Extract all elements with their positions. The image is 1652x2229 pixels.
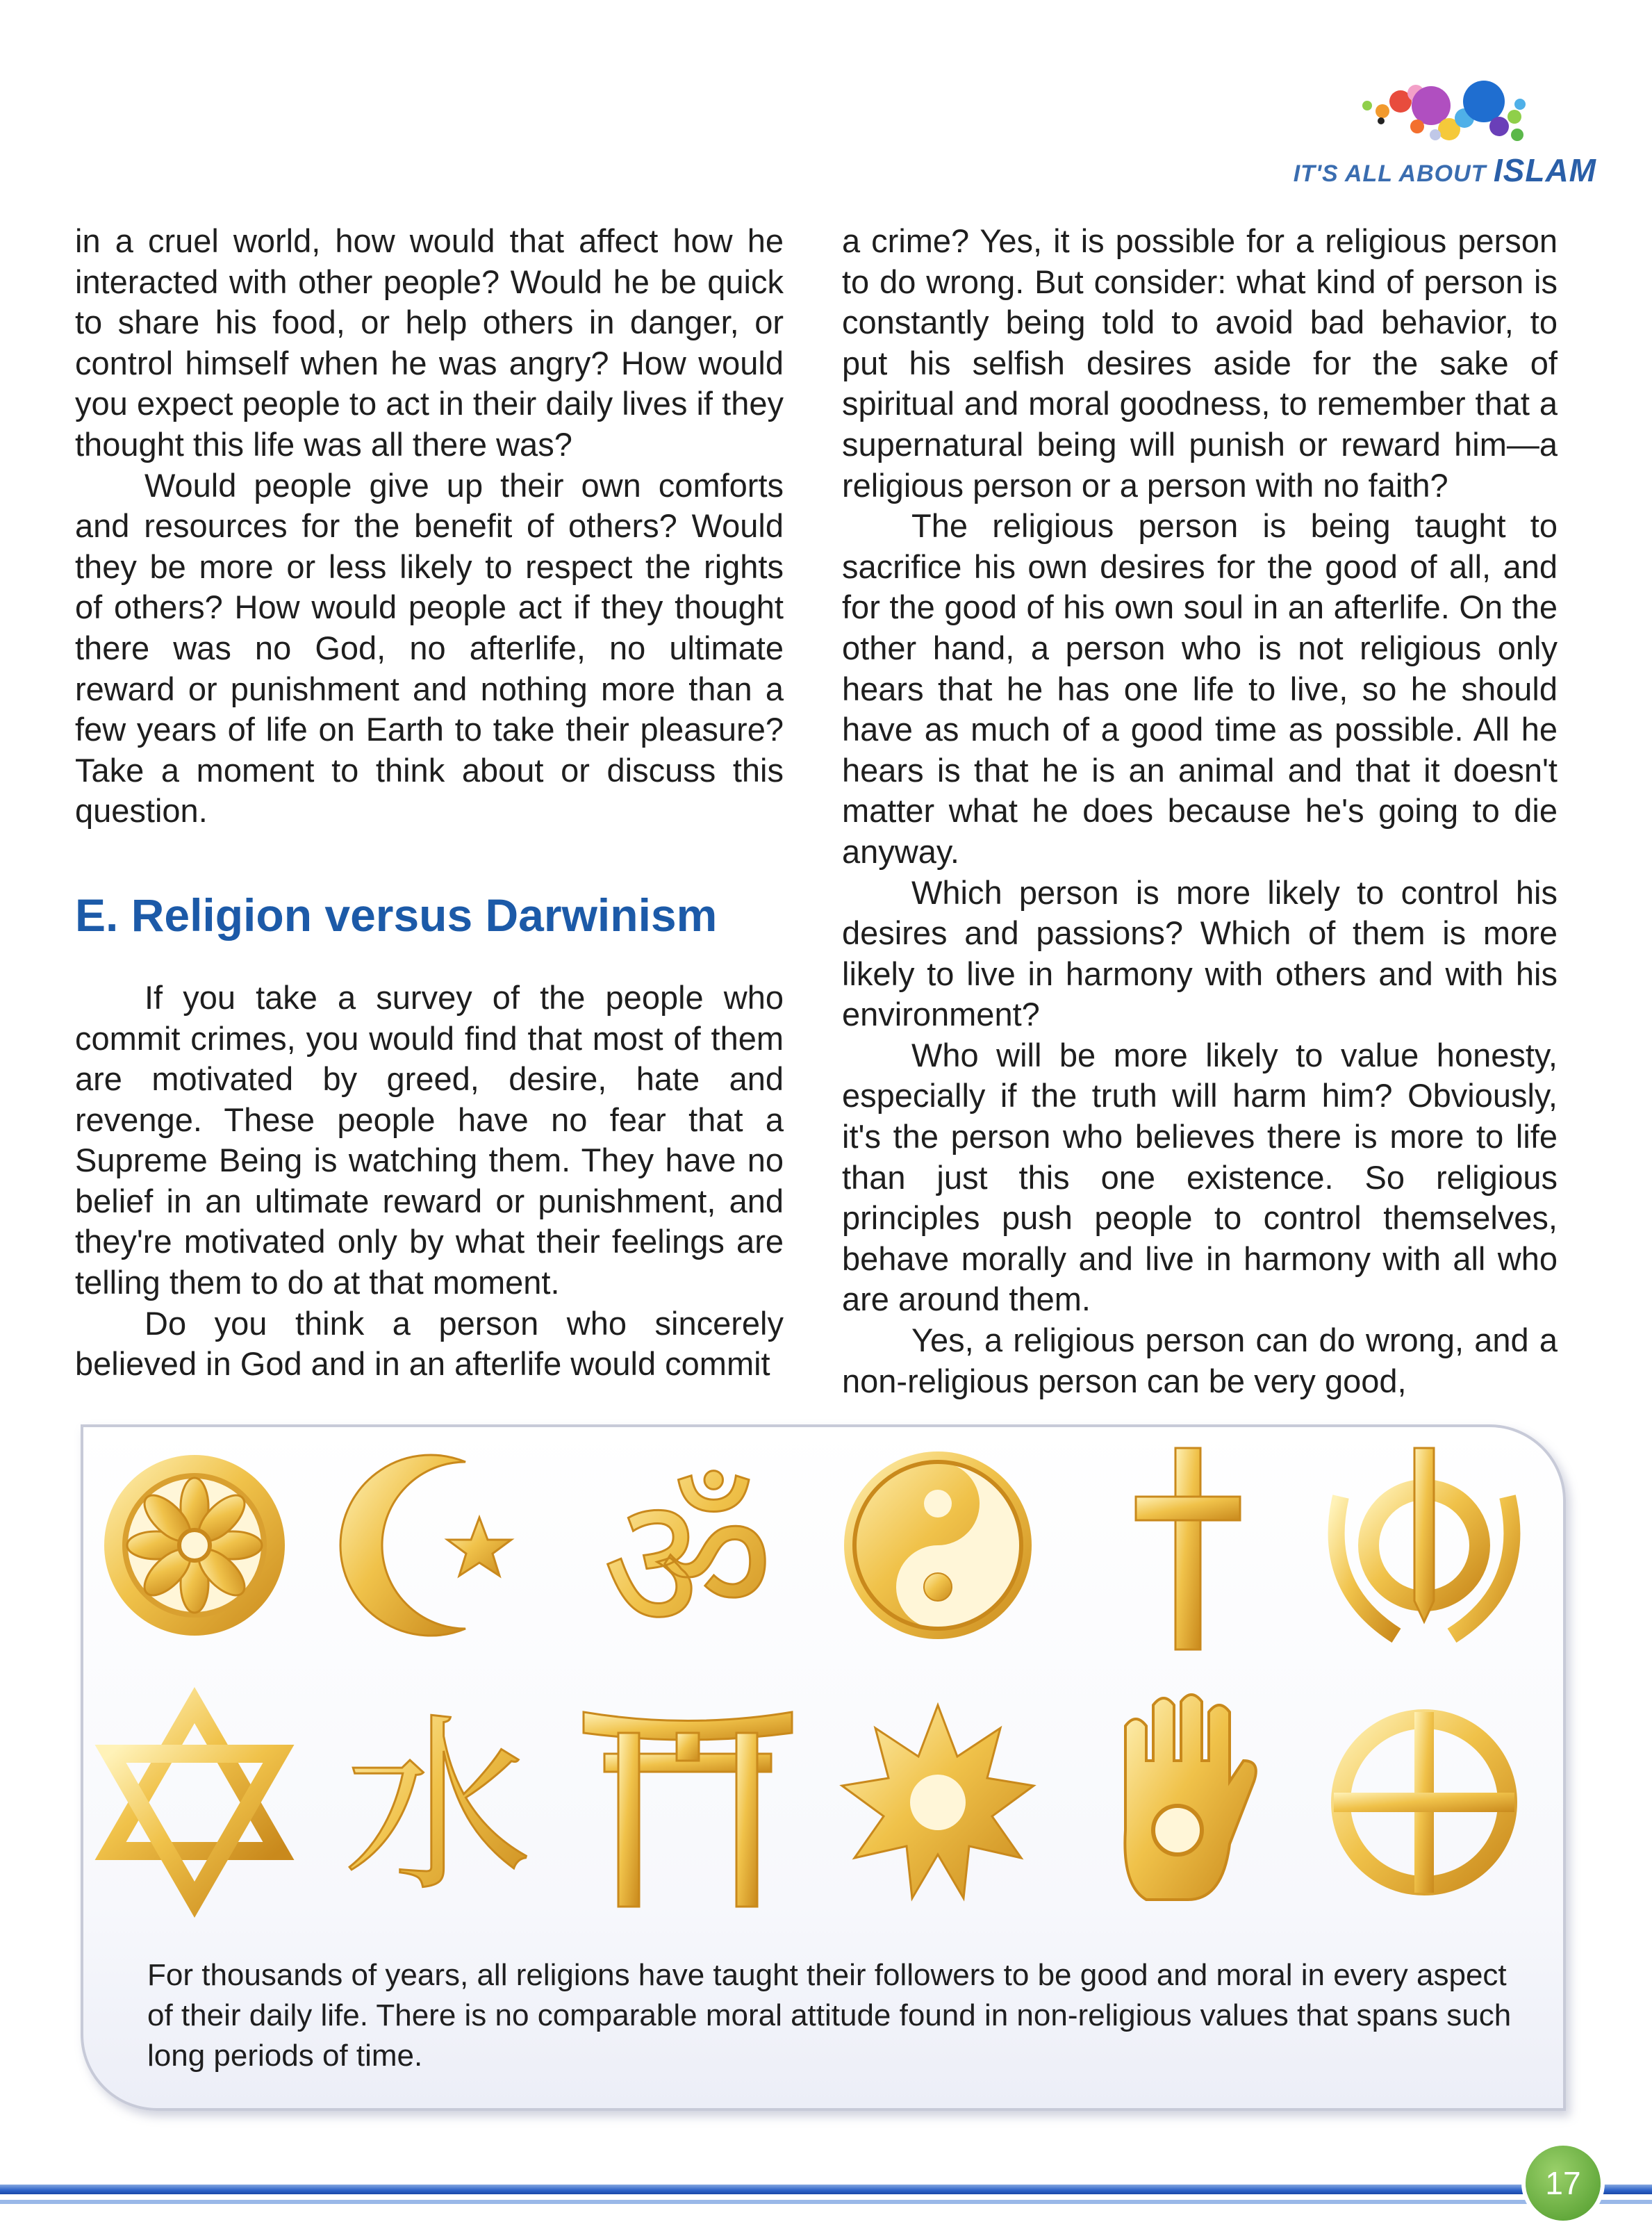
right-paragraph-3: Which person is more likely to control his desires and passions? Which of them is more likely to live in harmony with others and with his environment? [842,873,1558,1033]
right-paragraph-1: a crime? Yes, it is possible for a religious person to do wrong. But consider: what kind of person is constantly being told to avoid bad behavior, to put his selfish desires aside for the sake of spiritual and moral goodness, to remember that a supernatural being will punish or reward him—a religious person or a person with no faith? [842,222,1558,504]
dharma-wheel-icon [104,1455,285,1636]
left-paragraph-4: Do you think a person who sincerely believed in God and in an afterlife would commit [75,1304,784,1383]
yin-yang-icon [844,1451,1032,1639]
right-paragraph-4: Who will be more likely to value honesty, especially if the truth will harm him? Obviously, it's the person who believes there is more to life than just this one existence. So religious principles push people to control themselves, behave morally and live in harmony with all who are around them. [842,1036,1558,1318]
header-tag-prefix: IT'S ALL ABOUT [1293,161,1494,187]
crescent-star-icon [340,1455,511,1636]
page-number: 17 [1545,2165,1581,2201]
figure-caption: For thousands of years, all religions have taught their followers to be good and moral in every aspect of their daily life. There is no comparable moral attitude found in non-religious values that spans such long periods of time. [147,1958,1512,2073]
star-of-david-icon [110,1705,279,1900]
left-paragraph-3: If you take a survey of the people who commit crimes, you would find that most of them are motivated by greed, desire, hate and revenge. These people have no fear that a Supreme Being is watching them. They have no belief in an ultimate reward or punishment, and they're motivated only by what their feelings are telling them to do at that moment. [75,978,784,1301]
section-heading: E. Religion versus Darwinism [75,889,718,941]
water-kanji-icon: 水 [344,1697,531,1916]
right-paragraph-2: The religious person is being taught to sacrifice his own desires for the good of all, and for the good of his own soul in an afterlife. On the other hand, a person who is not religious only hears that he has one life to live, so he should have as much of a good time as possible. All he hears is that he is an animal and that it doesn't matter what he does because he's going to die anyway. [842,507,1558,870]
footer-rule-thin [0,2200,1652,2204]
torii-icon [584,1712,792,1907]
page-number-badge [1526,2146,1601,2221]
jain-hand-icon [1125,1695,1255,1900]
symbols-grid [83,1427,1563,1927]
left-paragraph-2: Would people give up their own comforts and resources for the benefit of others? Would they be more or less likely to respect the rights of others? How would people act if they thought there was no God, no afterlife, no ultimate reward or punishment and nothing more than a few years of life on Earth to take their pleasure? Take a moment to think about or discuss this question. [75,466,784,830]
om-icon: ॐ [602,1454,774,1673]
nine-point-star-icon [842,1705,1034,1898]
sun-cross-icon [1334,1712,1514,1893]
cross-icon [1136,1448,1240,1650]
header-tag-emphasis: ISLAM [1493,152,1596,188]
khanda-icon [1337,1448,1512,1636]
right-paragraph-5: Yes, a religious person can do wrong, and a non-religious person can be very good, [842,1322,1558,1399]
header-tag [1294,151,1596,189]
religious-symbols-figure [81,1424,1566,2111]
right-column [842,221,1558,1401]
decorative-bubbles [1353,63,1603,146]
left-paragraph-1: in a cruel world, how would that affect how he interacted with other people? Would he be quick to share his food, or help others in danger, or control himself when he was angry? How would you expect people to act in their daily lives if they thought this life was all there was? [75,222,784,463]
footer-rule [0,2185,1652,2194]
left-column [75,221,784,1385]
